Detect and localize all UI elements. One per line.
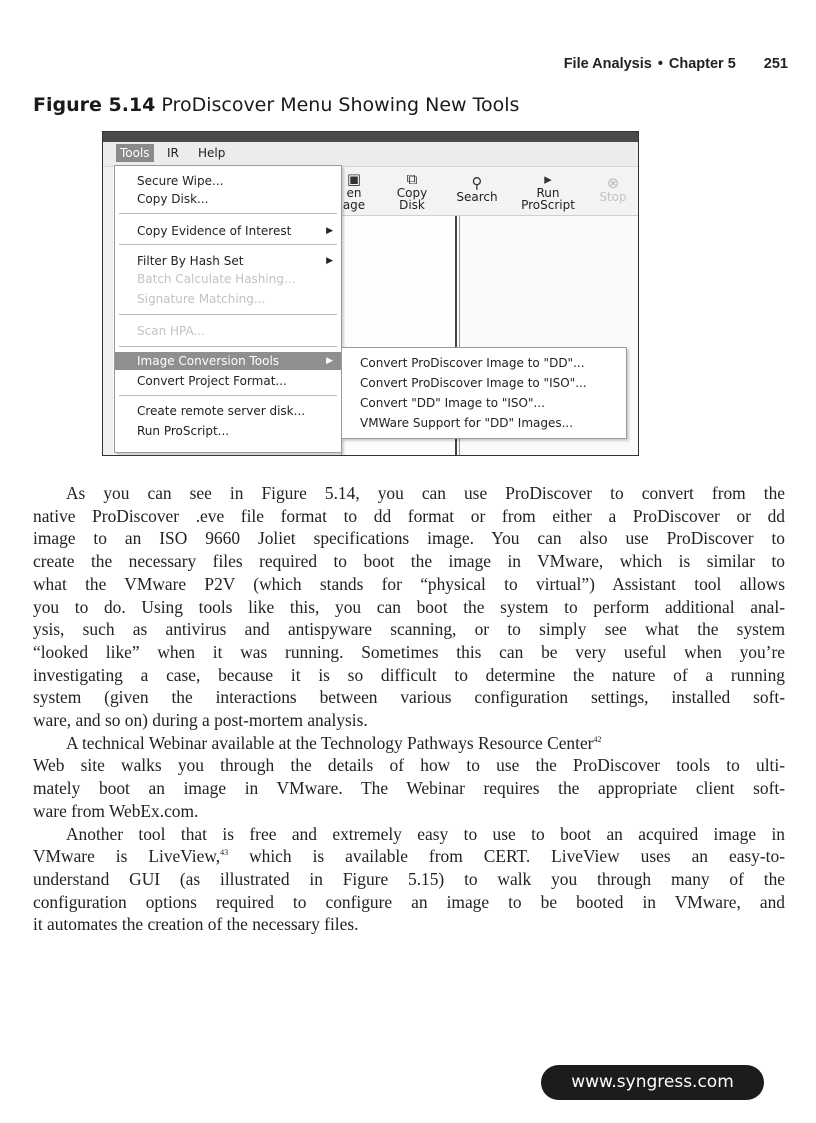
text-line: configuration options required to configure an image to be booted in VMware, and [33,891,785,912]
text-line: As you can see in Figure 5.14, you can use ProDiscover to convert from the [66,483,785,503]
text-line: you to do. Using tools like this, you can boot the system to perform additional anal- [33,596,785,617]
publisher-url: www.syngress.com [541,1065,764,1100]
text-line: what the VMware P2V (which stands for “physical to virtual”) Assistant tool allows [33,573,785,594]
text-line: Web site walks you through the details of how to use the ProDiscover tools to ulti- [33,755,785,776]
menu-item-filter-hash-set-label: Filter By Hash Set [137,254,244,268]
footnote-ref-42: 42 [593,734,602,744]
toolbar-search-button[interactable] [445,175,509,203]
submenu-item-pd-to-iso[interactable]: Convert ProDiscover Image to "ISO"... [360,376,587,390]
running-title: File Analysis [563,56,652,72]
text-line: ysis, such as antivirus and antispyware scanning, or to simply see what the system [33,619,785,640]
toolbar-run-bottom: ProScript [521,198,575,212]
text-line: image to an ISO 9660 Joliet specifications image. You can also use ProDiscover to [33,528,785,549]
submenu-arrow-icon: ▶ [326,226,333,236]
toolbar-stop-label: Stop [599,190,627,204]
figure-screenshot [102,131,639,456]
text-line: it automates the creation of the necessary files. [33,914,359,935]
submenu-arrow-icon: ▶ [326,256,333,266]
submenu-item-vmware-dd[interactable]: VMWare Support for "DD" Images... [360,416,574,430]
menu-separator [119,213,337,214]
text-line: “looked like” when it was running. Sometimes this can be very useful when you’re [33,641,785,662]
submenu-arrow-icon: ▶ [326,356,333,366]
menu-item-secure-wipe[interactable]: Secure Wipe... [137,174,224,188]
toolbar-copy-bottom: Disk [399,198,425,212]
menu-separator [119,244,337,245]
figure-label: Figure 5.14 [33,94,156,116]
menu-item-copy-evidence-label: Copy Evidence of Interest [137,224,292,238]
menu-item-run-proscript[interactable]: Run ProScript... [137,424,230,438]
text-line: mately boot an image in VMware. The Webinar requires the appropriate client soft- [33,778,785,799]
submenu-item-dd-to-iso[interactable]: Convert "DD" Image to "ISO"... [360,396,545,410]
running-head [564,56,788,72]
menu-bar [103,142,638,167]
menu-separator [119,395,337,396]
text-line: native ProDiscover .eve file format to dd format or from either a ProDiscover or dd [33,505,785,526]
text-line: ware, and so on) during a post-mortem analysis. [33,710,368,731]
menu-separator [119,314,337,315]
text-line [33,845,785,868]
binoculars-icon: ⚲ [471,174,483,192]
body-text [33,482,785,936]
toolbar [341,167,638,216]
paragraph-1 [33,482,785,732]
copy-disk-icon: ⧉ [406,170,418,188]
text-line [33,732,785,755]
toolbar-image-top: en [346,186,362,200]
toolbar-stop-button[interactable] [591,175,635,203]
toolbar-image-bottom: age [342,198,366,212]
text-line: understand GUI (as illustrated in Figure 5.15) to walk you through many of the [33,868,785,889]
toolbar-copy-disk-button[interactable] [385,171,439,211]
paragraph-3 [33,823,785,937]
image-conversion-submenu [341,347,627,439]
menu-item-create-remote-disk[interactable]: Create remote server disk... [137,404,306,418]
menu-item-signature-matching: Signature Matching... [137,292,266,306]
text-line-content: VMware is LiveView, [33,846,221,867]
menu-separator [119,346,337,347]
page-number: 251 [763,56,788,72]
menu-help[interactable]: Help [198,146,226,160]
chapter-label: Chapter 5 [668,56,736,72]
menu-item-convert-project[interactable]: Convert Project Format... [137,374,287,388]
menu-item-copy-disk[interactable]: Copy Disk... [137,192,209,206]
menu-item-image-conversion[interactable] [115,352,341,370]
submenu-item-pd-to-dd[interactable]: Convert ProDiscover Image to "DD"... [360,356,585,370]
menu-item-filter-hash-set[interactable] [115,252,341,270]
tools-menu [114,165,342,453]
toolbar-search-label: Search [456,190,498,204]
text-line: investigating a case, because it is so difficult to determine the nature of a running [33,664,785,685]
image-icon: ▣ [346,170,362,188]
text-line: system (given the interactions between various configuration settings, installed soft- [33,687,785,708]
text-line: ware from WebEx.com. [33,800,199,821]
paragraph-2 [33,732,785,823]
footnote-ref-43: 43 [220,848,229,858]
text-line-content: which is available from CERT. LiveView uses an easy-to- [228,846,785,867]
left-strip [103,167,113,455]
toolbar-copy-top: Copy [396,186,428,200]
figure-caption [33,94,519,116]
menu-item-batch-hashing: Batch Calculate Hashing... [137,272,296,286]
stop-icon: ⊗ [606,174,620,192]
window-titlebar [103,132,638,142]
menu-item-copy-evidence[interactable] [115,222,341,240]
text-line-content: A technical Webinar available at the Technology Pathways Resource Center [66,732,594,753]
menu-item-image-conversion-label: Image Conversion Tools [137,354,280,368]
menu-ir[interactable]: IR [167,146,179,160]
toolbar-run-top: Run [536,186,560,200]
figure-title: ProDiscover Menu Showing New Tools [161,94,520,116]
menu-tools[interactable]: Tools [116,144,154,162]
menu-item-scan-hpa: Scan HPA... [137,324,205,338]
toolbar-run-proscript-button[interactable] [511,171,585,211]
text-line: create the necessary files required to boot the image in VMware, which is similar to [33,551,785,572]
play-icon: ▸ [544,170,552,188]
text-line: Another tool that is free and extremely easy to use to boot an acquired image in [66,823,785,844]
header-separator: • [657,56,663,72]
toolbar-image-button[interactable] [341,171,367,211]
